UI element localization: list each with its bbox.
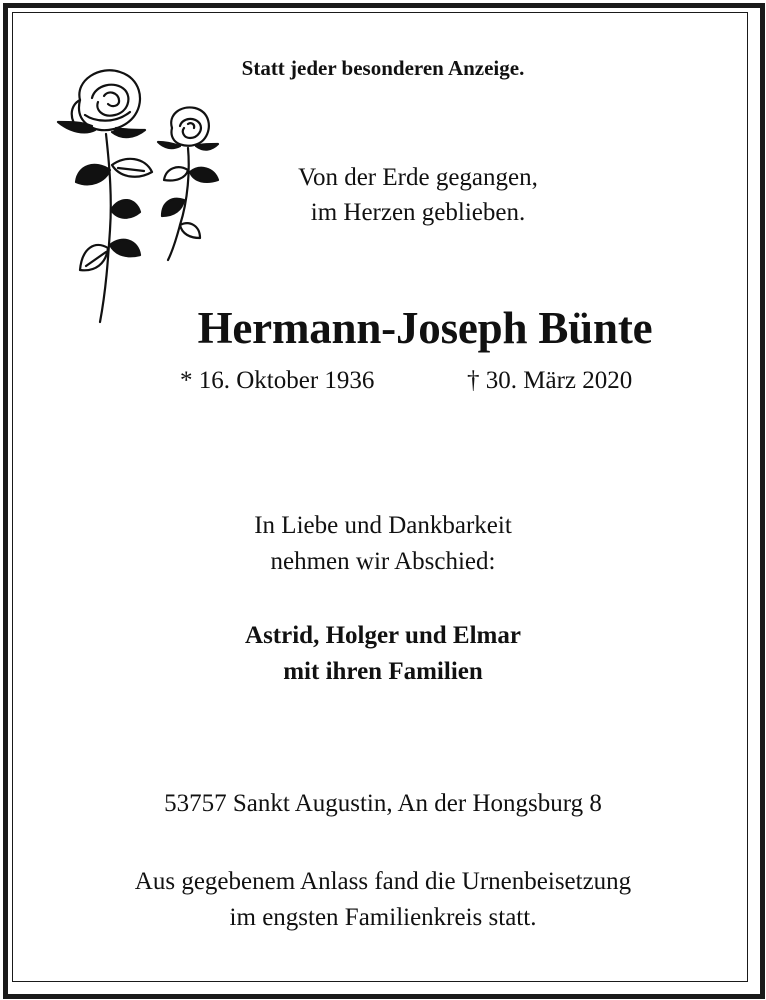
deceased-name: Hermann-Joseph Bünte bbox=[197, 303, 653, 353]
quote-line-1: Von der Erde gegangen, bbox=[298, 164, 538, 191]
farewell-line-2: nehmen wir Abschied: bbox=[270, 548, 496, 575]
address: 53757 Sankt Augustin, An der Hongsburg 8 bbox=[164, 790, 602, 817]
farewell-line-1: In Liebe und Dankbarkeit bbox=[254, 512, 512, 539]
burial-note bbox=[0, 864, 766, 936]
birth-date: * 16. Oktober 1936 bbox=[180, 367, 375, 394]
quote-line-2: im Herzen geblieben. bbox=[310, 199, 526, 226]
mourners-line-1: Astrid, Holger und Elmar bbox=[245, 622, 521, 649]
headline: Statt jeder besonderen Anzeige. bbox=[241, 56, 525, 80]
mourners-line-2: mit ihren Familien bbox=[283, 658, 483, 685]
note-line-1: Aus gegebenem Anlass fand die Urnenbeisetzung bbox=[134, 868, 632, 895]
death-date: † 30. März 2020 bbox=[467, 367, 633, 394]
note-line-2: im engsten Familienkreis statt. bbox=[229, 904, 537, 931]
farewell-text bbox=[0, 508, 766, 580]
mourners bbox=[0, 618, 766, 690]
quote bbox=[0, 160, 766, 230]
